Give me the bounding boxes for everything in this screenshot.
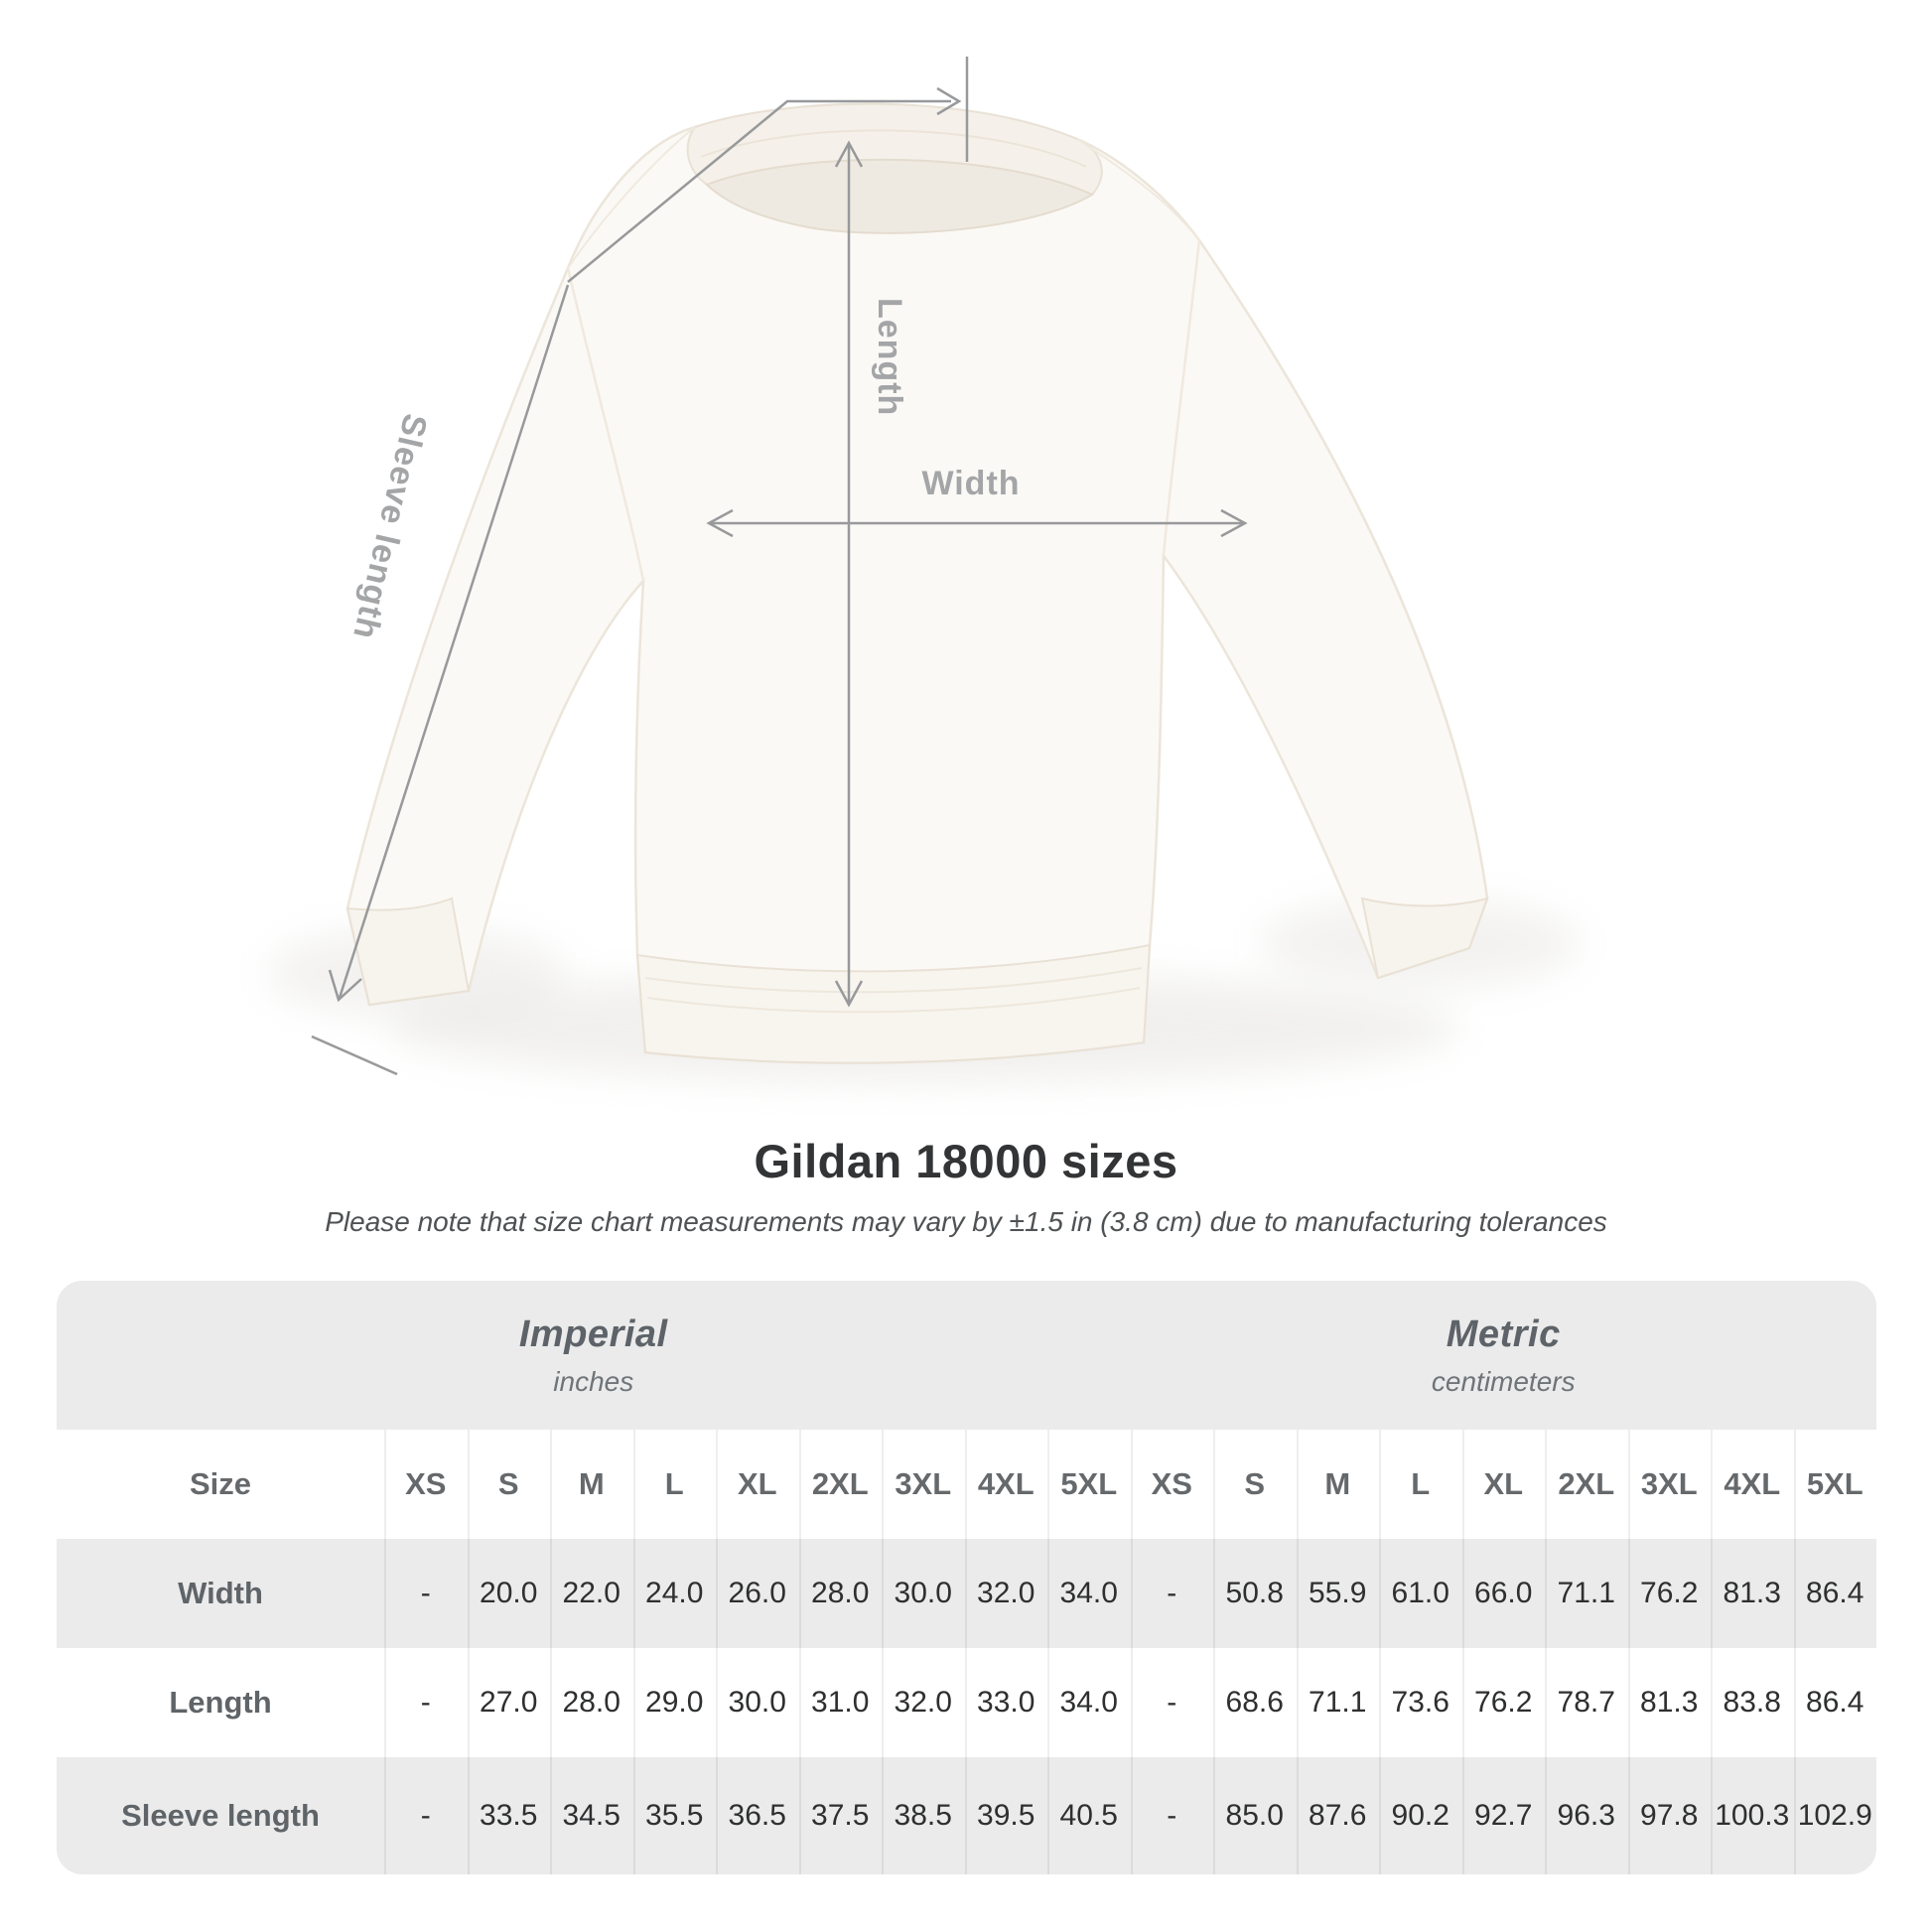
size-col-metric-XL: XL <box>1462 1430 1546 1539</box>
size-col-imperial-M: M <box>550 1430 633 1539</box>
row-label-length: Length <box>57 1648 384 1757</box>
size-col-metric-3XL: 3XL <box>1628 1430 1712 1539</box>
value-metric: - <box>1131 1648 1214 1757</box>
value-imperial: 34.0 <box>1047 1539 1131 1648</box>
value-metric: 55.9 <box>1297 1539 1380 1648</box>
size-col-metric-L: L <box>1379 1430 1462 1539</box>
size-col-metric-2XL: 2XL <box>1545 1430 1628 1539</box>
size-col-metric-XS: XS <box>1131 1430 1214 1539</box>
size-col-imperial-XL: XL <box>716 1430 799 1539</box>
value-imperial: 32.0 <box>882 1648 965 1757</box>
value-imperial: - <box>384 1648 468 1757</box>
sleeve-tick-line <box>312 1036 397 1074</box>
value-imperial: 30.0 <box>716 1648 799 1757</box>
size-table <box>57 1281 1876 1874</box>
value-metric: 68.6 <box>1213 1648 1297 1757</box>
value-imperial: 31.0 <box>799 1648 883 1757</box>
value-imperial: - <box>384 1539 468 1648</box>
size-header-cell: Size <box>57 1430 384 1539</box>
value-metric: 97.8 <box>1628 1757 1712 1874</box>
value-metric: 100.3 <box>1711 1757 1794 1874</box>
value-imperial: 37.5 <box>799 1757 883 1874</box>
value-imperial: 34.0 <box>1047 1648 1131 1757</box>
value-metric: 96.3 <box>1545 1757 1628 1874</box>
value-imperial: 24.0 <box>633 1539 717 1648</box>
value-imperial: 29.0 <box>633 1648 717 1757</box>
value-metric: 50.8 <box>1213 1539 1297 1648</box>
value-imperial: 40.5 <box>1047 1757 1131 1874</box>
tolerance-note: Please note that size chart measurements may vary by ±1.5 in (3.8 cm) due to manufacturing tolerances <box>325 1206 1607 1237</box>
value-metric: 71.1 <box>1297 1648 1380 1757</box>
size-col-imperial-5XL: 5XL <box>1047 1430 1131 1539</box>
value-imperial: 26.0 <box>716 1539 799 1648</box>
value-metric: 81.3 <box>1628 1648 1712 1757</box>
value-metric: 71.1 <box>1545 1539 1628 1648</box>
value-metric: 81.3 <box>1711 1539 1794 1648</box>
value-metric: 73.6 <box>1379 1648 1462 1757</box>
imperial-unit: inches <box>553 1365 634 1397</box>
value-imperial: 20.0 <box>468 1539 551 1648</box>
value-imperial: 30.0 <box>882 1539 965 1648</box>
row-label-width: Width <box>178 1576 263 1610</box>
sleeve-length-label: Sleeve length <box>345 410 435 644</box>
value-imperial: 27.0 <box>468 1648 551 1757</box>
value-imperial: 38.5 <box>882 1757 965 1874</box>
value-metric: 78.7 <box>1545 1648 1628 1757</box>
size-col-imperial-4XL: 4XL <box>965 1430 1048 1539</box>
value-metric: 90.2 <box>1379 1757 1462 1874</box>
value-metric: 102.9 <box>1794 1757 1877 1874</box>
value-imperial: 39.5 <box>965 1757 1048 1874</box>
value-imperial: 34.5 <box>550 1757 633 1874</box>
metric-title: Metric <box>1446 1312 1561 1355</box>
size-col-imperial-S: S <box>468 1430 551 1539</box>
size-col-imperial-3XL: 3XL <box>882 1430 965 1539</box>
title-block <box>0 1134 1932 1238</box>
value-metric: - <box>1131 1757 1214 1874</box>
value-imperial: 33.0 <box>965 1648 1048 1757</box>
size-col-metric-5XL: 5XL <box>1794 1430 1877 1539</box>
value-metric: 85.0 <box>1213 1757 1297 1874</box>
value-imperial: 35.5 <box>633 1757 717 1874</box>
value-metric: 92.7 <box>1462 1757 1546 1874</box>
value-metric: 87.6 <box>1297 1757 1380 1874</box>
value-metric: 61.0 <box>1379 1539 1462 1648</box>
value-imperial: 28.0 <box>550 1648 633 1757</box>
length-label: Length <box>871 298 908 417</box>
value-imperial: - <box>384 1757 468 1874</box>
row-label-sleeve-length: Sleeve length <box>121 1798 320 1833</box>
size-col-metric-4XL: 4XL <box>1711 1430 1794 1539</box>
metric-unit: centimeters <box>1431 1365 1576 1397</box>
value-metric: 83.8 <box>1711 1648 1794 1757</box>
imperial-group-header <box>57 1281 1131 1430</box>
value-imperial: 28.0 <box>799 1539 883 1648</box>
size-col-imperial-L: L <box>633 1430 717 1539</box>
width-label: Width <box>921 465 1021 502</box>
size-col-metric-S: S <box>1213 1430 1297 1539</box>
value-metric: 86.4 <box>1794 1539 1877 1648</box>
value-metric: 76.2 <box>1628 1539 1712 1648</box>
size-col-imperial-2XL: 2XL <box>799 1430 883 1539</box>
value-metric: - <box>1131 1539 1214 1648</box>
value-metric: 66.0 <box>1462 1539 1546 1648</box>
size-col-metric-M: M <box>1297 1430 1380 1539</box>
value-imperial: 33.5 <box>468 1757 551 1874</box>
value-metric: 86.4 <box>1794 1648 1877 1757</box>
value-imperial: 36.5 <box>716 1757 799 1874</box>
value-imperial: 22.0 <box>550 1539 633 1648</box>
value-imperial: 32.0 <box>965 1539 1048 1648</box>
metric-group-header <box>1131 1281 1877 1430</box>
page-title: Gildan 18000 sizes <box>754 1135 1178 1187</box>
imperial-title: Imperial <box>518 1312 668 1355</box>
value-metric: 76.2 <box>1462 1648 1546 1757</box>
size-col-imperial-XS: XS <box>384 1430 468 1539</box>
